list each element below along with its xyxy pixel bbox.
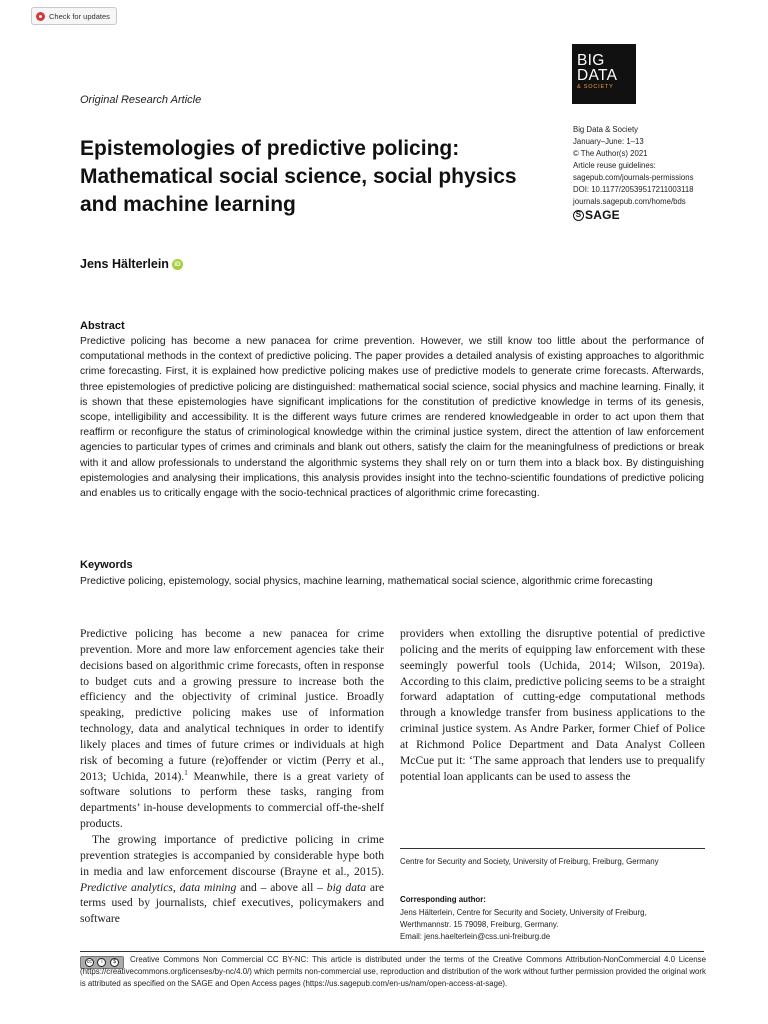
- article-title: Epistemologies of predictive policing: Mathematical social science, social physics and machine learning: [80, 137, 517, 216]
- footer-divider: [80, 951, 704, 952]
- keywords-text: Predictive policing, epistemology, social physics, machine learning, mathematical social science, algorithmic crime forecasting: [80, 576, 653, 587]
- journal-homepage-link[interactable]: journals.sagepub.com/home/bds: [573, 197, 686, 206]
- journal-logo-line3: & SOCIETY: [577, 84, 614, 90]
- body-paragraph: The growing importance of predictive policing in crime prevention strategies is accompanied by considerable hype both in media and law enforcement discourse (Brayne et al., 2015). Predictive analytics, data mining and – above all – big data are terms used by journalists, chief executives, policymakers and software: [80, 832, 385, 926]
- reuse-guidelines-link[interactable]: sagepub.com/journals-permissions: [573, 173, 694, 182]
- corresponding-author-line1: Jens Hälterlein, Centre for Security and Society, University of Freiburg,: [400, 908, 647, 917]
- corresponding-author-email[interactable]: Email: jens.haelterlein@css.uni-freiburg.de: [400, 932, 551, 941]
- orcid-icon[interactable]: iD: [172, 259, 183, 270]
- article-type: Original Research Article: [80, 94, 202, 106]
- journal-logo-line2: DATA: [577, 67, 618, 84]
- body-column-left: [80, 626, 384, 927]
- publisher-logo: [573, 208, 620, 222]
- author-affiliation: Centre for Security and Society, University of Freiburg, Freiburg, Germany: [400, 857, 659, 866]
- reuse-guidelines-label: Article reuse guidelines:: [573, 161, 656, 170]
- author-line: [80, 257, 183, 271]
- check-for-updates-button[interactable]: [31, 7, 117, 25]
- corresponding-author-heading: Corresponding author:: [400, 895, 486, 904]
- check-updates-icon: [36, 12, 45, 21]
- keywords-heading: Keywords: [80, 559, 133, 571]
- creative-commons-by-nc-icon: cc i $: [80, 956, 124, 969]
- copyright: © The Author(s) 2021: [573, 149, 648, 158]
- journal-logo: [572, 44, 636, 104]
- journal-name: Big Data & Society: [573, 125, 639, 134]
- publisher-name: SAGE: [585, 208, 620, 222]
- body-column-right: [400, 626, 705, 784]
- affiliation-divider: [400, 848, 705, 849]
- abstract-heading: Abstract: [80, 320, 125, 332]
- license-statement: Creative Commons Non Commercial CC BY-NC: This article is distributed under the terms of the Creative Commons Attribution-NonCommercial 4.0 License (https://creativecommons.org/licenses/by-nc/4.0/) which permits non-commercial use, reproduction and distribution of the work without further permission provided the original work is attributed as specified on the SAGE and Open Access pages (https://us.sagepub.com/en-us/nam/open-access-at-sage).: [80, 955, 706, 989]
- author-name: Jens Hälterlein: [80, 257, 169, 271]
- corresponding-author-line2: Werthmannstr. 15 79098, Freiburg, Germany.: [400, 920, 559, 929]
- issue-range: January–June: 1–13: [573, 137, 644, 146]
- check-for-updates-label: Check for updates: [49, 11, 110, 21]
- footnote-marker[interactable]: 1: [184, 768, 188, 777]
- body-paragraph: Predictive policing has become a new panacea for crime prevention. More and more law enforcement agencies take their decisions based on algorithmic crime forecasts, often in response to budget cuts and a growing pressure to increase both the efficiency and the objectivity of criminal justice. Broadly speaking, predictive policing makes use of information technology, data and analytical techniques in order to identify likely places and times of future crimes or individuals at high risk of becoming a future (re)offender or victim (Perry et al., 2013; Uchida, 2014).$^1$ Meanwhile, there is a great variety of software solutions to perform these tasks, ranging from departments’ in-house developments to commercial off-the-shelf products.: [80, 627, 384, 831]
- journal-logo-line1: BIG: [577, 52, 605, 69]
- sage-s-icon: S: [573, 210, 584, 221]
- journal-metadata: [573, 124, 748, 208]
- body-paragraph: providers when extolling the disruptive potential of predictive policing and the merits of equipping law enforcement with these seemingly powerful tools (Uchida, 2014; Wilson, 2019a). According to this claim, predictive policing seems to be a straight forward adaptation of cutting-edge computational methods through a knowledge transfer from business applications to the criminal justice system. As Andre Parker, former Chief of Police at Richmond Police Department and Data Analyst Colleen McCue put it: ‘The same approach that lenders use to prequalify potential loan applicants can be used to assess the: [400, 627, 705, 783]
- corresponding-author-details: [400, 907, 705, 943]
- doi[interactable]: DOI: 10.1177/20539517211003118: [573, 185, 694, 194]
- abstract-text: Predictive policing has become a new panacea for crime prevention. However, we still know too little about the performance of computational methods in the context of predictive policing. The paper provides a detailed analysis of existing approaches to algorithmic crime forecasting. First, it is explained how predictive policing makes use of predictive models to generate crime forecasts. Afterwards, three epistemologies of predictive policing are distinguished: mathematical social science, social physics and machine learning. Finally, it is shown that these epistemologies have significant implications for the constitution of predictive knowledge in terms of its genesis, scope, intelligibility and accessibility. It is the different ways future crimes are rendered knowledgeable in order to act upon them that reaffirm or reconfigure the status of criminological knowledge within the criminal justice system, direct the attention of law enforcement agencies to particular types of crimes and criminals and blank out others, satisfy the claim for the meaningfulness of predictions or break with it and allow professionals to understand the algorithmic systems they shall rely on or turn them into a black box. By distinguishing epistemologies and analysing their implications, this analysis provides insight into the techno-scientific foundations of predictive policing and enables us to critically engage with the socio-technical practices of algorithmic crime forecasting.: [80, 336, 704, 500]
